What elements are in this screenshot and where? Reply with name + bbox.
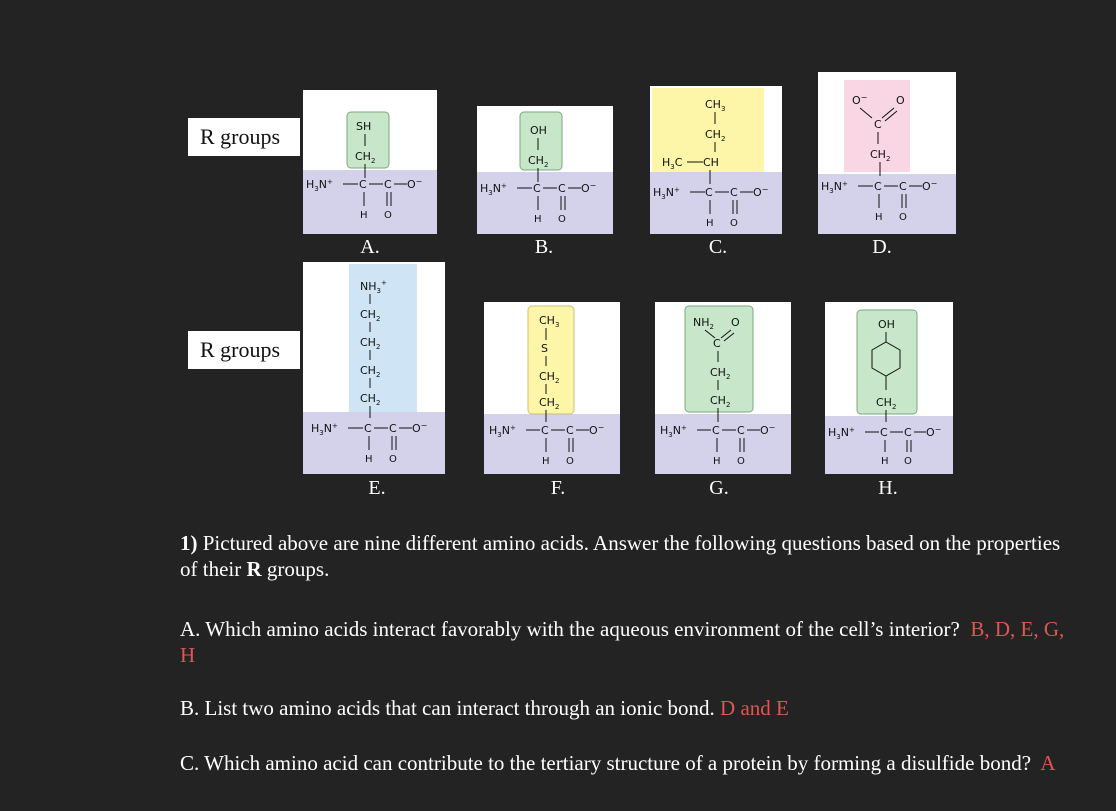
svg-text:H: H [881, 456, 889, 467]
svg-text:C: C [566, 424, 574, 437]
caption-f: F. [550, 477, 566, 499]
amino-acid-g-panel [655, 302, 791, 474]
svg-text:C: C [713, 337, 721, 350]
svg-text:O−: O− [589, 423, 605, 437]
caption-h: H. [878, 477, 898, 499]
svg-text:CH2: $CH_2$ [870, 148, 891, 163]
svg-text:H3N+: $H_3N^+$ [828, 426, 855, 441]
svg-text:C: C [899, 180, 907, 193]
svg-text:C: C [880, 426, 888, 439]
svg-text:O−: O− [407, 177, 423, 191]
svg-text:CH2: $CH_2$ [539, 396, 560, 411]
svg-text:O−: O− [760, 423, 776, 437]
svg-text:O−: O− [412, 421, 428, 435]
svg-text:CH2: $CH_2$ [360, 336, 381, 351]
question-c-answer: A [1040, 751, 1056, 775]
svg-text:CH2: $CH_2$ [528, 154, 549, 169]
svg-text:H3N+: $H_3N^+$ [311, 422, 338, 437]
svg-text:O−: O− [852, 93, 868, 107]
question-a [180, 616, 1080, 668]
svg-text:O−: O− [753, 185, 769, 199]
caption-a: A. [360, 236, 380, 258]
svg-text:O: O [566, 456, 574, 467]
svg-text:H3N+: $H_3N^+$ [306, 178, 333, 193]
svg-text:CH2: $CH_2$ [539, 370, 560, 385]
question-a-answer: B, D, E, G, H [180, 617, 1065, 667]
svg-text:O: O [384, 210, 392, 221]
svg-text:H3N+: $H_3N^+$ [489, 424, 516, 439]
svg-text:O: O [730, 218, 738, 229]
svg-text:O: O [389, 454, 397, 465]
svg-text:O−: O− [926, 425, 942, 439]
svg-text:OH: OH [878, 318, 895, 331]
caption-e: E. [368, 477, 386, 499]
question-b [180, 695, 1080, 721]
svg-text:C: C [712, 424, 720, 437]
svg-text:C: C [541, 424, 549, 437]
svg-text:O: O [896, 94, 905, 107]
caption-d: D. [872, 236, 892, 258]
question-intro-end: groups. [266, 557, 330, 581]
svg-text:H: H [713, 456, 721, 467]
svg-text:H3N+: $H_3N^+$ [821, 180, 848, 195]
caption-b: B. [534, 236, 554, 258]
caption-g: G. [709, 477, 729, 499]
svg-text:CH2: $CH_2$ [705, 128, 726, 143]
svg-text:H: H [875, 212, 883, 223]
caption-c: C. [708, 236, 728, 258]
svg-text:C: C [364, 422, 372, 435]
question-intro [180, 530, 1080, 582]
svg-text:CH2: $CH_2$ [710, 366, 731, 381]
amino-acid-d-panel [818, 72, 956, 234]
question-a-text: A. Which amino acids interact favorably with the aqueous environment of the cell’s interior? [180, 617, 960, 641]
svg-text:SH: SH [356, 120, 372, 133]
question-b-answer: D and E [720, 696, 789, 720]
svg-text:O: O [737, 456, 745, 467]
question-intro-bold: R [246, 557, 262, 581]
svg-text:C: C [874, 118, 882, 131]
svg-text:CH2: $CH_2$ [876, 396, 897, 411]
question-c [180, 750, 1080, 776]
svg-text:C: C [705, 186, 713, 199]
svg-text:C: C [533, 182, 541, 195]
svg-text:H3C: $H_3C$ [662, 156, 683, 171]
svg-text:C: C [904, 426, 912, 439]
question-c-text: C. Which amino acid can contribute to the tertiary structure of a protein by forming a disulfide bond? [180, 751, 1032, 775]
svg-text:H: H [365, 454, 373, 465]
svg-text:O: O [899, 212, 907, 223]
r-groups-label-top: R groups [188, 118, 300, 156]
amino-acid-a-panel [303, 90, 437, 234]
svg-text:C: C [874, 180, 882, 193]
svg-text:CH3: $CH_3$ [539, 314, 560, 329]
svg-text:CH2: $CH_2$ [360, 392, 381, 407]
svg-text:H: H [706, 218, 714, 229]
svg-text:H: H [360, 210, 368, 221]
svg-text:CH2: $CH_2$ [355, 150, 376, 165]
svg-text:CH: CH [703, 156, 719, 169]
svg-text:H: H [534, 214, 542, 225]
svg-text:CH2: $CH_2$ [360, 308, 381, 323]
svg-text:NH3+: $NH_3^+$ [360, 279, 387, 295]
amino-acid-c-panel [650, 86, 782, 234]
r-groups-label-bottom: R groups [188, 331, 300, 369]
svg-text:C: C [384, 178, 392, 191]
svg-text:O−: O− [922, 179, 938, 193]
svg-text:S: S [541, 342, 548, 355]
svg-text:CH2: $CH_2$ [360, 364, 381, 379]
question-intro-text: Pictured above are nine different amino acids. Answer the following questions based on the properties of their [180, 531, 1061, 581]
svg-text:H3N+: $H_3N^+$ [653, 186, 680, 201]
svg-text:C: C [558, 182, 566, 195]
svg-text:C: C [737, 424, 745, 437]
question-number: 1) [180, 531, 198, 555]
amino-acid-b-panel [477, 106, 613, 234]
svg-text:H3N+: $H_3N^+$ [660, 424, 687, 439]
svg-text:OH: OH [530, 124, 547, 137]
svg-text:C: C [389, 422, 397, 435]
amino-acid-h-panel [825, 302, 953, 474]
svg-text:C: C [730, 186, 738, 199]
svg-text:C: C [359, 178, 367, 191]
svg-text:H3N+: $H_3N^+$ [480, 182, 507, 197]
svg-text:H: H [542, 456, 550, 467]
svg-text:O: O [731, 316, 740, 329]
svg-text:O: O [904, 456, 912, 467]
svg-text:O−: O− [581, 181, 597, 195]
svg-text:CH3: $CH_3$ [705, 98, 726, 113]
svg-text:CH2: $CH_2$ [710, 394, 731, 409]
amino-acid-e-panel [303, 262, 445, 474]
svg-text:O: O [558, 214, 566, 225]
question-b-text: B. List two amino acids that can interact through an ionic bond. [180, 696, 715, 720]
amino-acid-f-panel [484, 302, 620, 474]
svg-text:NH2: $NH_2$ [693, 316, 714, 331]
